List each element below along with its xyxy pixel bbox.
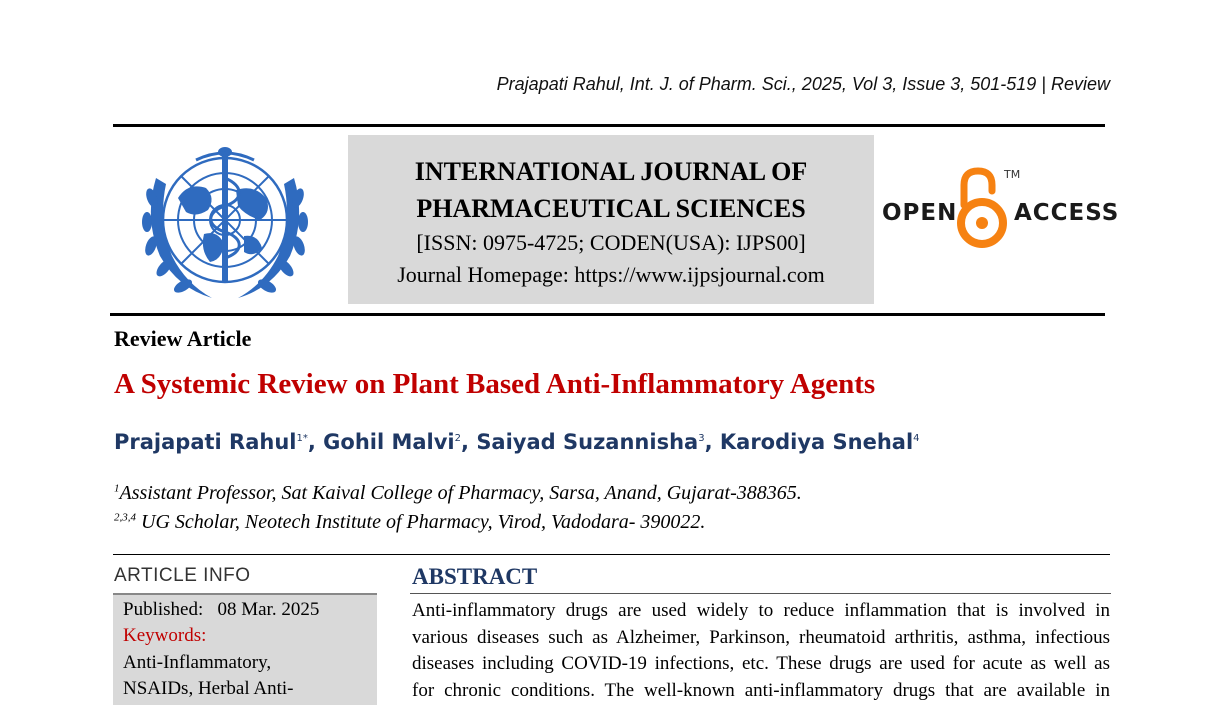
- author-separator: ,: [704, 430, 720, 454]
- journal-masthead: [348, 135, 874, 304]
- keywords-line: Anti-Inflammatory,: [123, 652, 272, 673]
- published-date: 08 Mar. 2025: [217, 599, 320, 620]
- affiliation-mark: 1: [114, 482, 120, 495]
- published-label: Published:: [123, 599, 204, 620]
- journal-emblem-icon: [126, 138, 324, 306]
- author-list: [114, 430, 920, 454]
- abstract-heading: ABSTRACT: [412, 564, 538, 589]
- abstract-line: Anti-inflammatory drugs are used widely to reduce inflammation that is involved in: [412, 600, 1110, 621]
- abstract-body: [412, 598, 1110, 704]
- article-title: A Systemic Review on Plant Based Anti-Inflammatory Agents: [114, 368, 876, 400]
- journal-title-line1: INTERNATIONAL JOURNAL OF: [414, 157, 808, 186]
- affiliation-text: UG Scholar, Neotech Institute of Pharmacy, Virod, Vadodara- 390022.: [136, 511, 706, 533]
- abstract-line: for chronic conditions. The well-known anti-inflammatory drugs that are available in: [412, 679, 1110, 701]
- running-header-citation: Prajapati Rahul, Int. J. of Pharm. Sci., 2025, Vol 3, Issue 3, 501-519 | Review: [496, 74, 1110, 94]
- author-name[interactable]: Prajapati Rahul: [114, 430, 297, 454]
- author-mark: 1*: [296, 433, 308, 444]
- author-separator: ,: [307, 430, 324, 454]
- open-access-lock-icon: [956, 165, 1008, 251]
- affiliation-text: Assistant Professor, Sat Kaival College of Pharmacy, Sarsa, Anand, Gujarat-388365.: [119, 482, 802, 504]
- section-divider: [113, 554, 1110, 555]
- keywords-label: Keywords:: [123, 625, 207, 646]
- author-name[interactable]: Saiyad Suzannisha: [476, 430, 699, 454]
- author-separator: ,: [461, 430, 477, 454]
- masthead-rule: [110, 313, 1105, 316]
- author-name[interactable]: Karodiya Snehal: [719, 430, 914, 454]
- author-mark: 3: [698, 433, 705, 444]
- article-info-panel: [113, 595, 377, 705]
- affiliation-line: [114, 511, 705, 534]
- abstract-rule: [410, 593, 1111, 594]
- abstract-line: diseases including COVID-19 infections, etc. These drugs are used for acute as well as: [412, 653, 1110, 674]
- article-info-heading: ARTICLE INFO: [114, 565, 251, 586]
- open-access-right-word: ACCESS: [1014, 200, 1120, 226]
- open-access-trademark: TM: [1004, 168, 1021, 181]
- abstract-line: various diseases such as Alzheimer, Parkinson, rheumatoid arthritis, asthma, infectious: [412, 626, 1110, 648]
- published-row: [123, 599, 319, 621]
- affiliation-line: [114, 482, 802, 505]
- open-access-logo: [880, 163, 1120, 255]
- author-name[interactable]: Gohil Malvi: [323, 430, 455, 454]
- keywords-line: NSAIDs, Herbal Anti-: [123, 678, 294, 699]
- journal-title-line2: PHARMACEUTICAL SCIENCES: [416, 194, 806, 223]
- journal-issn: [ISSN: 0975-4725; CODEN(USA): IJPS00]: [416, 230, 806, 255]
- journal-homepage: Journal Homepage: https://www.ijpsjournal.com: [397, 262, 825, 287]
- header-rule: [113, 124, 1105, 127]
- affiliation-mark: 2,3,4: [114, 511, 136, 524]
- author-mark: 4: [913, 433, 920, 444]
- author-mark: 2: [454, 433, 462, 444]
- article-type: Review Article: [114, 326, 252, 351]
- open-access-left-word: OPEN: [882, 200, 958, 226]
